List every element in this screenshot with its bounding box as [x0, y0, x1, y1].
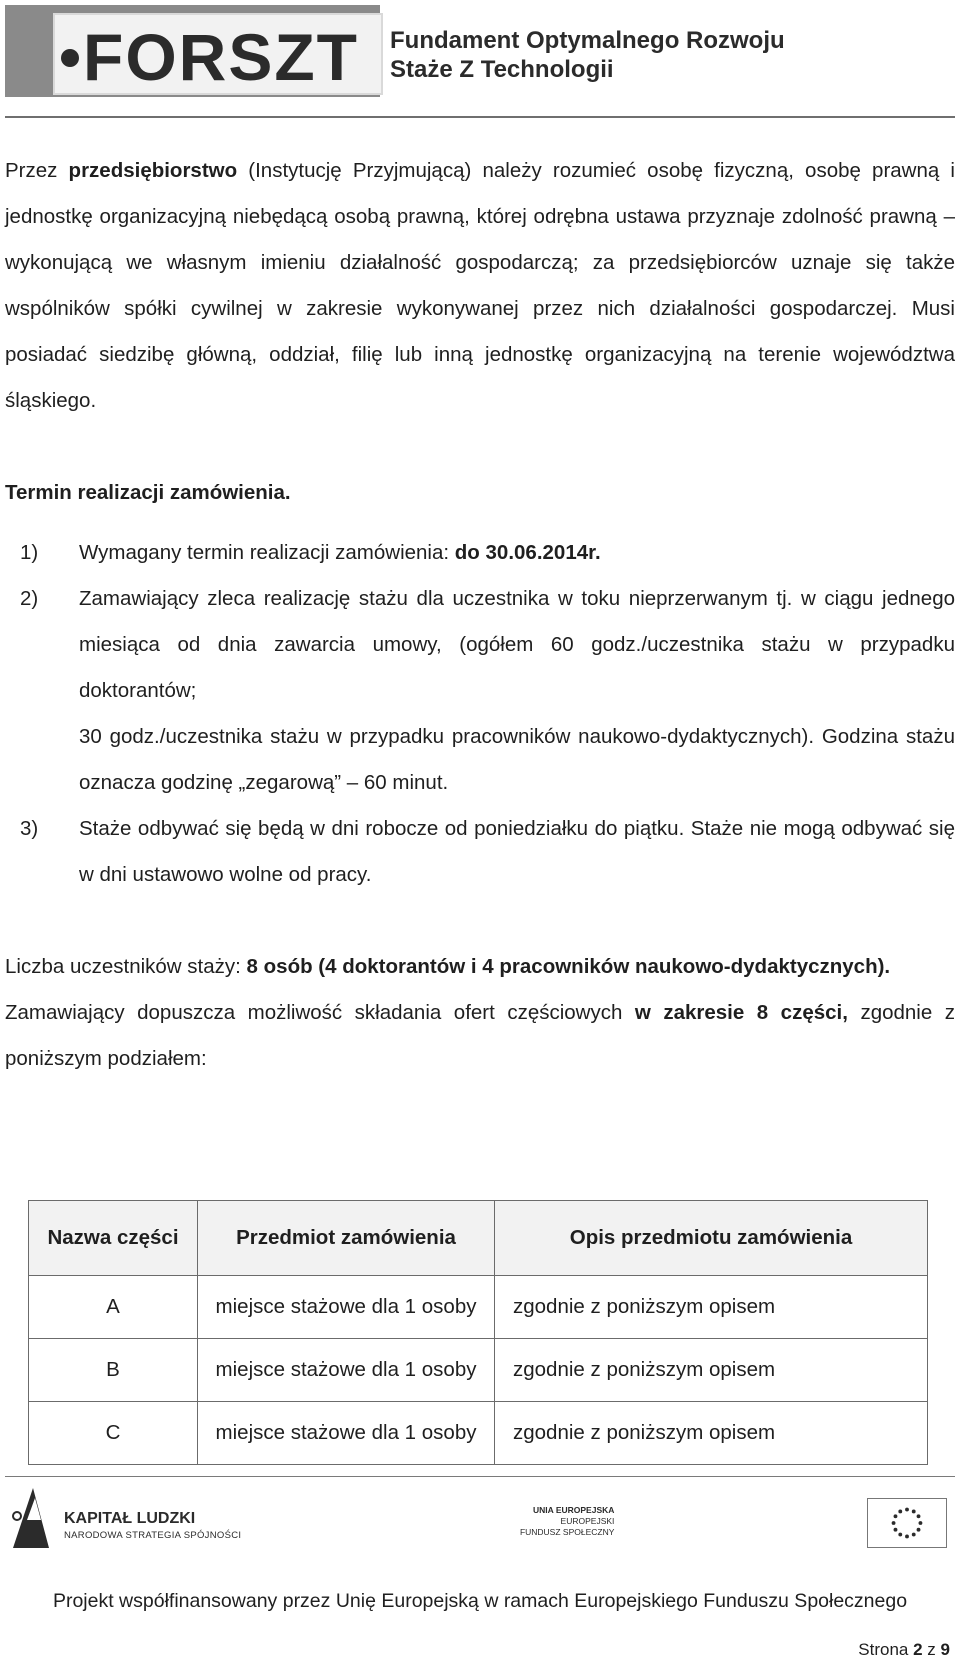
- table-header-row: [29, 1201, 928, 1276]
- terms-list: [5, 530, 955, 898]
- section-heading: Termin realizacji zamówienia.: [5, 481, 291, 504]
- kapital-ludzki-subtitle: NARODOWA STRATEGIA SPÓJNOŚCI: [64, 1530, 242, 1541]
- document-body: [5, 148, 955, 1082]
- logo-dot-icon: [61, 49, 79, 67]
- program-tagline: Fundament Optymalnego Rozwoju Staże Z Technologii: [390, 27, 785, 83]
- table-row: B miejsce stażowe dla 1 osoby zgodnie z poniższym opisem: [29, 1339, 928, 1402]
- header-part-name: Nazwa części: [29, 1201, 198, 1276]
- kapital-ludzki-title: KAPITAŁ LUDZKI: [64, 1510, 196, 1527]
- paragraph-definition: Przez przedsiębiorstwo (Instytucję Przyjmującą) należy rozumieć osobę fizyczną, osobę prawną i jednostkę organizacyjną niebędącą osobą prawną, której odrębna ustawa przyznaje zdolność prawną – wykonującą we własnym imieniu działalność gospodarczą; za przedsiębiorców uznaje się także wspólników spółki cywilnej w zakresie wykonywanej przez nich działalności gospodarczej. Musi posiadać siedzibę główną, oddział, filię lub inną jednostkę organizacyjną na terenie województwa śląskiego.: [5, 159, 955, 412]
- table-row: C miejsce stażowe dla 1 osoby zgodnie z poniższym opisem: [29, 1402, 928, 1465]
- eu-label: UNIA EUROPEJSKA EUROPEJSKI FUNDUSZ SPOŁECZNY: [519, 1505, 615, 1537]
- paragraph-partial-offers: Zamawiający dopuszcza możliwość składania ofert częściowych w zakresie 8 części, zgodnie z poniższym podziałem:: [5, 1001, 956, 1070]
- header-divider: [5, 116, 955, 118]
- table-row: A miejsce stażowe dla 1 osoby zgodnie z poniższym opisem: [29, 1276, 928, 1339]
- forszt-logo: [5, 5, 380, 97]
- logo-text: FORSZT: [83, 20, 359, 94]
- footer-divider: [5, 1476, 955, 1477]
- header-description: Opis przedmiotu zamówienia: [495, 1201, 928, 1276]
- list-item: 1) Wymagany termin realizacji zamówienia: do 30.06.2014r.: [20, 541, 601, 564]
- kapital-ludzki-logo-icon: [5, 1486, 55, 1550]
- paragraph-participants: Liczba uczestników staży: 8 osób (4 doktorantów i 4 pracowników naukowo-dydaktycznych).: [5, 955, 891, 978]
- parts-table: [28, 1200, 928, 1465]
- cofinancing-note: Projekt współfinansowany przez Unię Europejską w ramach Europejskiego Funduszu Społecznego: [52, 1590, 908, 1612]
- page-header: [0, 0, 960, 120]
- list-item: 2) Zamawiający zleca realizację stażu dla uczestnika w toku nieprzerwanym tj. w ciągu jednego miesiąca od dnia zawarcia umowy, (ogółem 60 godz./uczestnika stażu w przypadku doktorantów; 30 godz./uczestnika stażu w przypadku pracowników naukowo-dydaktycznych). Godzina stażu oznacza godzinę „zegarową” – 60 minut.: [20, 587, 955, 794]
- header-subject: Przedmiot zamówienia: [198, 1201, 495, 1276]
- list-item: 3) Staże odbywać się będą w dni robocze od poniedziałku do piątku. Staże nie mogą odbywać się w dni ustawowo wolne od pracy.: [20, 817, 955, 886]
- page-number: Strona 2 z 9: [858, 1640, 950, 1659]
- eu-flag-icon: [867, 1498, 947, 1548]
